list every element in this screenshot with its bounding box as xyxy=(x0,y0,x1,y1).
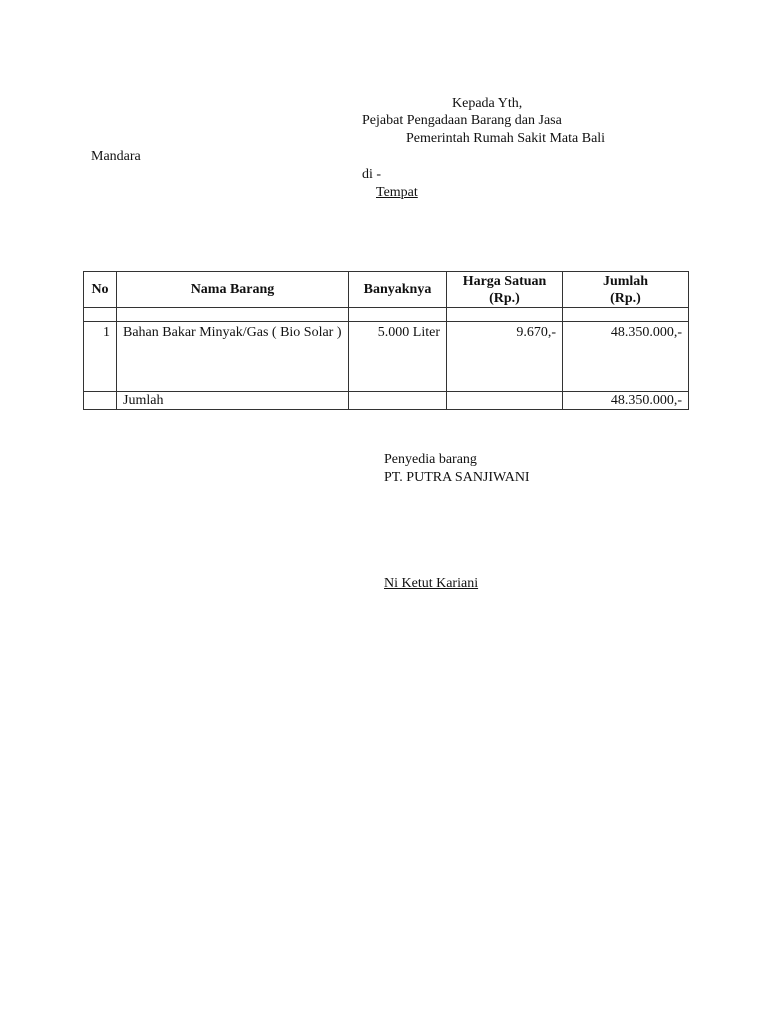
total-label: Jumlah xyxy=(117,392,349,410)
greeting-line: Kepada Yth, xyxy=(452,96,523,111)
table-spacer-row xyxy=(84,308,689,322)
recipient-location-prefix: di - xyxy=(362,167,382,182)
signature-name: Ni Ketut Kariani xyxy=(384,576,479,591)
header-no: No xyxy=(84,272,117,308)
table-total-row xyxy=(84,392,689,410)
spacer-cell xyxy=(447,308,563,322)
cell-nama-barang: Bahan Bakar Minyak/Gas ( Bio Solar ) xyxy=(117,322,349,392)
total-empty-cell xyxy=(349,392,447,410)
cell-banyaknya: 5.000 Liter xyxy=(349,322,447,392)
spacer-cell xyxy=(349,308,447,322)
header-jumlah-line1: Jumlah xyxy=(602,273,649,289)
header-harga-satuan xyxy=(447,272,563,308)
recipient-location: Tempat xyxy=(376,185,418,200)
header-harga-line1: Harga Satuan xyxy=(462,273,547,289)
total-empty-cell xyxy=(84,392,117,410)
spacer-cell xyxy=(84,308,117,322)
table-header-row xyxy=(84,272,689,308)
recipient-institution: Pemerintah Rumah Sakit Mata Bali xyxy=(406,131,606,146)
table-row xyxy=(84,322,689,392)
header-jumlah xyxy=(563,272,689,308)
total-value: 48.350.000,- xyxy=(563,392,689,410)
spacer-cell xyxy=(117,308,349,322)
recipient-title: Pejabat Pengadaan Barang dan Jasa xyxy=(362,113,562,128)
total-empty-cell xyxy=(447,392,563,410)
recipient-institution-cont: Mandara xyxy=(91,149,141,164)
cell-no: 1 xyxy=(84,322,117,392)
items-table xyxy=(83,271,689,410)
header-nama-barang: Nama Barang xyxy=(117,272,349,308)
signature-company: PT. PUTRA SANJIWANI xyxy=(384,470,530,485)
header-harga-line2: (Rp.) xyxy=(489,290,520,306)
spacer-cell xyxy=(563,308,689,322)
header-jumlah-line2: (Rp.) xyxy=(610,290,641,306)
cell-jumlah: 48.350.000,- xyxy=(563,322,689,392)
header-banyaknya: Banyaknya xyxy=(349,272,447,308)
cell-harga-satuan: 9.670,- xyxy=(447,322,563,392)
signature-role: Penyedia barang xyxy=(384,452,477,467)
